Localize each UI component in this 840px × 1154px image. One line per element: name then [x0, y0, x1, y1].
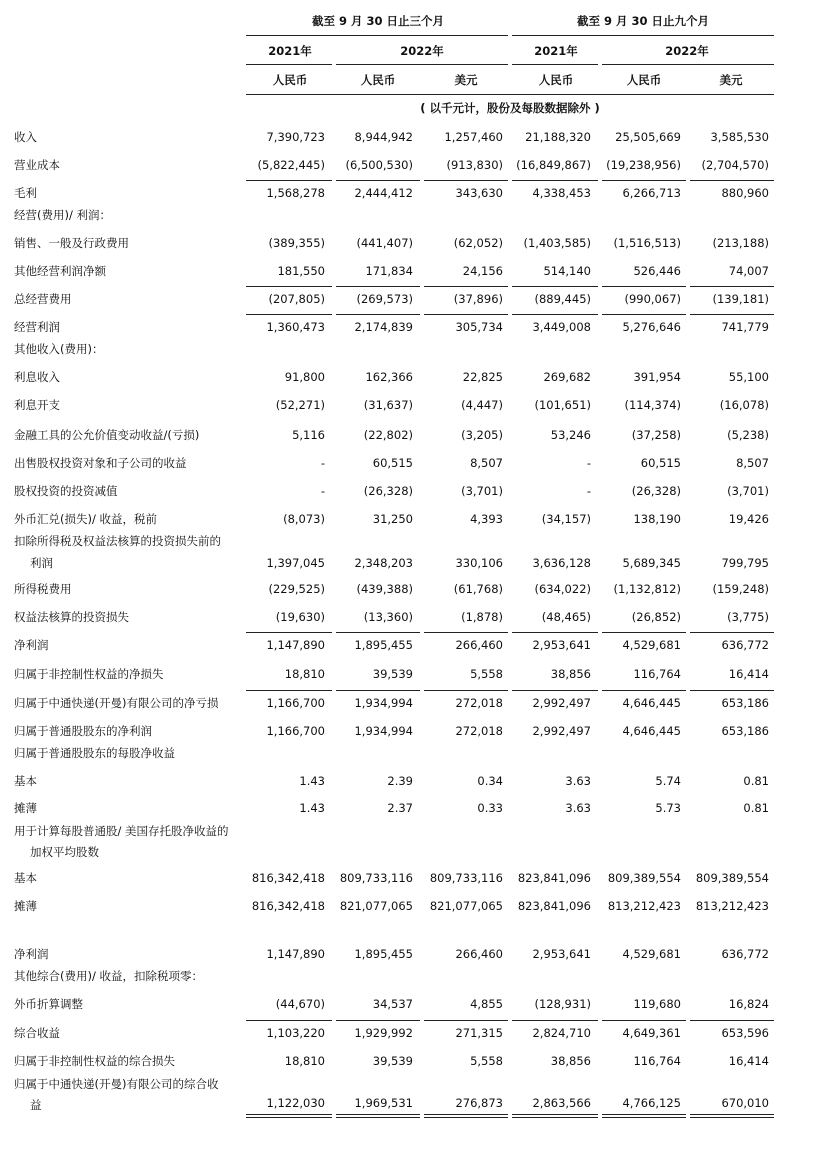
rule-line [690, 180, 774, 181]
cell-usd-2022-q3: (3,701) [461, 484, 503, 498]
cell-usd-2022-q3: (3,205) [461, 428, 503, 442]
cell-usd-2022-9m: 809,389,554 [695, 871, 769, 885]
cell-rmb-2021-q3: 1,103,220 [266, 1026, 325, 1040]
cell-rmb-2022-9m: 60,515 [640, 456, 681, 470]
cell-rmb-2022-q3: 1,934,994 [354, 696, 413, 710]
row-label: 净利润 [14, 947, 49, 961]
row-label: 归属于普通股股东的净利润 [14, 724, 152, 738]
cell-rmb-2021-q3: (207,805) [268, 292, 325, 306]
cell-rmb-2022-q3: (269,573) [356, 292, 413, 306]
row-label: 销售、一般及行政费用 [14, 236, 129, 250]
cell-usd-2022-9m: 3,585,530 [710, 130, 769, 144]
row-label: 权益法核算的投资损失 [14, 610, 129, 624]
cell-rmb-2021-q3: 18,810 [284, 667, 325, 681]
cell-rmb-2021-q3: 1,360,473 [266, 320, 325, 334]
cell-usd-2022-9m: (3,775) [727, 610, 769, 624]
rule-line [512, 1020, 598, 1021]
cell-rmb-2021-9m: 3.63 [565, 801, 591, 815]
cell-rmb-2021-9m: 2,824,710 [532, 1026, 591, 1040]
rule-line [246, 1117, 332, 1118]
cell-rmb-2021-9m: - [586, 456, 591, 470]
rule-line [424, 1020, 508, 1021]
row-label: 利息开支 [14, 398, 60, 412]
rule-line [336, 1117, 420, 1118]
cell-rmb-2022-9m: 138,190 [633, 512, 681, 526]
rule-line [690, 632, 774, 633]
cell-rmb-2022-9m: 4,766,125 [622, 1096, 681, 1110]
cell-rmb-2022-9m: 4,529,681 [622, 638, 681, 652]
row-label: 归属于非控制性权益的净损失 [14, 667, 164, 681]
cell-usd-2022-q3: 1,257,460 [444, 130, 503, 144]
rule-line [690, 690, 774, 691]
cell-rmb-2021-9m: 823,841,096 [517, 871, 591, 885]
cell-usd-2022-9m: 55,100 [728, 370, 769, 384]
cell-rmb-2022-9m: 4,646,445 [622, 724, 681, 738]
cell-usd-2022-9m: (213,188) [712, 236, 769, 250]
row-label: 经营利润 [14, 320, 60, 334]
row-label: 归属于普通股股东的每股净收益 [14, 746, 175, 760]
cell-usd-2022-q3: 266,460 [455, 638, 503, 652]
cell-usd-2022-q3: (61,768) [453, 582, 503, 596]
cell-rmb-2021-q3: 1,166,700 [266, 696, 325, 710]
cell-rmb-2022-q3: 162,366 [365, 370, 413, 384]
rule-line [512, 1114, 598, 1115]
cell-rmb-2022-q3: 2,444,412 [354, 186, 413, 200]
cell-rmb-2022-9m: 5,276,646 [622, 320, 681, 334]
cell-rmb-2021-q3: (389,355) [268, 236, 325, 250]
cell-usd-2022-9m: (5,238) [727, 428, 769, 442]
cell-rmb-2021-9m: 514,140 [543, 264, 591, 278]
cell-usd-2022-q3: (4,447) [461, 398, 503, 412]
cell-rmb-2022-q3: 1,969,531 [354, 1096, 413, 1110]
cell-usd-2022-q3: 24,156 [462, 264, 503, 278]
cell-rmb-2021-9m: - [586, 484, 591, 498]
rule-line [512, 690, 598, 691]
cell-rmb-2021-q3: (8,073) [283, 512, 325, 526]
cell-rmb-2022-q3: 1,895,455 [354, 947, 413, 961]
row-label: 营业成本 [14, 158, 60, 172]
cell-rmb-2021-q3: - [320, 456, 325, 470]
cell-usd-2022-9m: 799,795 [721, 556, 769, 570]
cell-rmb-2022-9m: 813,212,423 [607, 899, 681, 913]
cell-rmb-2022-9m: 809,389,554 [607, 871, 681, 885]
row-label: 其他收入(费用)： [14, 342, 104, 356]
cell-usd-2022-9m: 653,186 [721, 696, 769, 710]
cell-rmb-2021-9m: 38,856 [550, 1054, 591, 1068]
cell-rmb-2021-9m: (34,157) [541, 512, 591, 526]
row-label-continuation: 加权平均股数 [30, 845, 99, 859]
cell-rmb-2021-q3: 181,550 [277, 264, 325, 278]
cell-rmb-2021-9m: (101,651) [534, 398, 591, 412]
header-year-2021-q: 2021年 [268, 44, 312, 58]
row-label: 扣除所得税及权益法核算的投资损失前的 [14, 534, 221, 548]
row-label: 归属于非控制性权益的综合损失 [14, 1054, 175, 1068]
cell-usd-2022-q3: 330,106 [455, 556, 503, 570]
header-currency-rmb: 人民币 [360, 73, 396, 87]
cell-rmb-2022-q3: 2.37 [387, 801, 413, 815]
cell-rmb-2022-9m: (26,328) [631, 484, 681, 498]
cell-rmb-2022-q3: (22,802) [363, 428, 413, 442]
cell-rmb-2021-9m: 53,246 [550, 428, 591, 442]
cell-rmb-2022-q3: (6,500,530) [345, 158, 413, 172]
rule-line [690, 314, 774, 315]
rule-line [690, 1020, 774, 1021]
cell-rmb-2022-q3: 2.39 [387, 774, 413, 788]
row-label: 外币汇兑(损失)/ 收益，税前 [14, 512, 158, 526]
cell-usd-2022-9m: (3,701) [727, 484, 769, 498]
cell-rmb-2021-9m: (634,022) [534, 582, 591, 596]
cell-usd-2022-9m: 670,010 [721, 1096, 769, 1110]
cell-rmb-2022-q3: 809,733,116 [339, 871, 413, 885]
row-label: 摊薄 [14, 899, 37, 913]
rule-line [512, 286, 598, 287]
cell-rmb-2022-9m: (19,238,956) [606, 158, 681, 172]
cell-rmb-2022-q3: 39,539 [372, 1054, 413, 1068]
rule-line [424, 180, 508, 181]
cell-rmb-2022-9m: 6,266,713 [622, 186, 681, 200]
header-unit-note: ( 以千元计，股份及每股数据除外 ) [420, 101, 600, 115]
cell-usd-2022-9m: 16,824 [728, 997, 769, 1011]
cell-usd-2022-q3: 0.33 [477, 801, 503, 815]
rule-line [424, 1117, 508, 1118]
cell-rmb-2022-9m: 5.74 [655, 774, 681, 788]
rule-line [336, 1114, 420, 1115]
row-label: 总经营费用 [14, 292, 72, 306]
cell-usd-2022-q3: (913,830) [446, 158, 503, 172]
row-label: 股权投资的投资减值 [14, 484, 118, 498]
cell-usd-2022-q3: (62,052) [453, 236, 503, 250]
cell-rmb-2021-q3: 7,390,723 [266, 130, 325, 144]
cell-rmb-2021-9m: 21,188,320 [525, 130, 591, 144]
cell-usd-2022-9m: (159,248) [712, 582, 769, 596]
cell-rmb-2021-9m: 269,682 [543, 370, 591, 384]
cell-rmb-2021-9m: 4,338,453 [532, 186, 591, 200]
cell-usd-2022-9m: 880,960 [721, 186, 769, 200]
cell-usd-2022-9m: 741,779 [721, 320, 769, 334]
row-label: 外币折算调整 [14, 997, 83, 1011]
cell-usd-2022-9m: 0.81 [743, 801, 769, 815]
rule-line [424, 286, 508, 287]
rule-line [246, 632, 332, 633]
cell-usd-2022-q3: 0.34 [477, 774, 503, 788]
cell-rmb-2022-q3: (13,360) [363, 610, 413, 624]
cell-usd-2022-q3: 305,734 [455, 320, 503, 334]
row-label-continuation: 益 [30, 1098, 42, 1112]
cell-rmb-2022-9m: 391,954 [633, 370, 681, 384]
cell-rmb-2021-9m: 2,863,566 [532, 1096, 591, 1110]
row-label: 基本 [14, 871, 37, 885]
header-period-three: 截至 9 月 30 日止三个月 [311, 14, 445, 28]
rule-line [602, 690, 686, 691]
cell-usd-2022-9m: 8,507 [736, 456, 769, 470]
cell-usd-2022-9m: (16,078) [719, 398, 769, 412]
cell-rmb-2022-9m: 119,680 [633, 997, 681, 1011]
cell-rmb-2022-9m: (1,516,513) [613, 236, 681, 250]
cell-rmb-2022-9m: (26,852) [631, 610, 681, 624]
cell-rmb-2022-9m: 5.73 [655, 801, 681, 815]
rule-line [512, 632, 598, 633]
cell-rmb-2021-q3: (19,630) [275, 610, 325, 624]
cell-usd-2022-9m: 16,414 [728, 667, 769, 681]
cell-rmb-2022-9m: 4,649,361 [622, 1026, 681, 1040]
cell-usd-2022-9m: 653,186 [721, 724, 769, 738]
cell-rmb-2022-9m: 5,689,345 [622, 556, 681, 570]
cell-rmb-2021-q3: 816,342,418 [251, 871, 325, 885]
rule-line [246, 180, 332, 181]
cell-usd-2022-q3: 4,855 [470, 997, 503, 1011]
cell-usd-2022-9m: (2,704,570) [701, 158, 769, 172]
cell-rmb-2022-q3: (26,328) [363, 484, 413, 498]
rule-line [424, 632, 508, 633]
cell-rmb-2022-9m: (1,132,812) [613, 582, 681, 596]
cell-usd-2022-q3: 266,460 [455, 947, 503, 961]
cell-rmb-2021-q3: (52,271) [275, 398, 325, 412]
row-label: 其他经营利润净额 [14, 264, 106, 278]
rule-line [602, 1117, 686, 1118]
rule-line [246, 314, 332, 315]
header-period-nine: 截至 9 月 30 日止九个月 [576, 14, 710, 28]
cell-usd-2022-9m: 636,772 [721, 947, 769, 961]
cell-usd-2022-9m: (139,181) [712, 292, 769, 306]
rule-line [336, 1020, 420, 1021]
cell-rmb-2022-q3: 1,895,455 [354, 638, 413, 652]
header-currency-usd: 美元 [719, 73, 743, 87]
header-currency-rmb: 人民币 [626, 73, 662, 87]
cell-rmb-2021-9m: 2,953,641 [532, 638, 591, 652]
cell-rmb-2022-9m: 25,505,669 [615, 130, 681, 144]
cell-rmb-2021-9m: (16,849,867) [516, 158, 591, 172]
cell-usd-2022-q3: 4,393 [470, 512, 503, 526]
cell-usd-2022-9m: 653,596 [721, 1026, 769, 1040]
cell-usd-2022-9m: 19,426 [728, 512, 769, 526]
cell-usd-2022-q3: 343,630 [455, 186, 503, 200]
row-label: 归属于中通快递(开曼)有限公司的净亏损 [14, 696, 219, 710]
cell-rmb-2022-9m: 116,764 [633, 667, 681, 681]
rule-line [336, 314, 420, 315]
row-label: 利息收入 [14, 370, 60, 384]
rule-line [246, 1114, 332, 1115]
rule-line [690, 1114, 774, 1115]
cell-rmb-2021-9m: (48,465) [541, 610, 591, 624]
cell-usd-2022-q3: (1,878) [461, 610, 503, 624]
cell-usd-2022-q3: 271,315 [455, 1026, 503, 1040]
cell-rmb-2022-q3: 31,250 [372, 512, 413, 526]
cell-rmb-2021-q3: 1,166,700 [266, 724, 325, 738]
cell-rmb-2022-q3: 1,929,992 [354, 1026, 413, 1040]
rule-line [512, 1117, 598, 1118]
cell-rmb-2021-9m: (889,445) [534, 292, 591, 306]
row-label: 金融工具的公允价值变动收益/(亏损) [14, 428, 200, 442]
rule-line [512, 180, 598, 181]
header-year-2022-n: 2022年 [665, 44, 709, 58]
cell-rmb-2021-q3: 5,116 [292, 428, 325, 442]
row-label: 经营(费用)/ 利润： [14, 208, 112, 222]
cell-rmb-2021-9m: 38,856 [550, 667, 591, 681]
rule-line [424, 314, 508, 315]
cell-rmb-2022-q3: 60,515 [372, 456, 413, 470]
rule-line [690, 1117, 774, 1118]
cell-usd-2022-9m: 636,772 [721, 638, 769, 652]
cell-rmb-2022-q3: 821,077,065 [339, 899, 413, 913]
cell-rmb-2021-q3: 18,810 [284, 1054, 325, 1068]
rule-line [246, 1020, 332, 1021]
cell-rmb-2021-9m: 2,953,641 [532, 947, 591, 961]
cell-rmb-2022-9m: 4,646,445 [622, 696, 681, 710]
rule-line [336, 632, 420, 633]
rule-line [602, 1114, 686, 1115]
cell-usd-2022-q3: 22,825 [462, 370, 503, 384]
cell-rmb-2022-9m: (990,067) [624, 292, 681, 306]
cell-rmb-2021-9m: 3,636,128 [532, 556, 591, 570]
cell-rmb-2022-9m: 116,764 [633, 1054, 681, 1068]
row-label: 净利润 [14, 638, 49, 652]
cell-rmb-2021-9m: 2,992,497 [532, 696, 591, 710]
header-currency-usd: 美元 [454, 73, 478, 87]
rule-line [246, 286, 332, 287]
cell-rmb-2022-q3: (31,637) [363, 398, 413, 412]
cell-rmb-2021-9m: (1,403,585) [523, 236, 591, 250]
cell-rmb-2021-9m: 3,449,008 [532, 320, 591, 334]
cell-rmb-2021-q3: 1,147,890 [266, 947, 325, 961]
cell-rmb-2021-q3: 1.43 [299, 801, 325, 815]
cell-rmb-2022-9m: (37,258) [631, 428, 681, 442]
row-label: 用于计算每股普通股/ 美国存托股净收益的 [14, 824, 229, 838]
cell-rmb-2022-q3: 171,834 [365, 264, 413, 278]
cell-usd-2022-q3: 809,733,116 [429, 871, 503, 885]
row-label: 出售股权投资对象和子公司的收益 [14, 456, 187, 470]
row-label-continuation: 利润 [30, 556, 53, 570]
row-label: 毛利 [14, 186, 37, 200]
cell-rmb-2022-q3: 2,174,839 [354, 320, 413, 334]
header-currency-rmb: 人民币 [538, 73, 574, 87]
cell-rmb-2021-q3: 1,568,278 [266, 186, 325, 200]
row-label: 基本 [14, 774, 37, 788]
header-currency-rmb: 人民币 [272, 73, 308, 87]
cell-usd-2022-q3: 821,077,065 [429, 899, 503, 913]
cell-rmb-2021-9m: (128,931) [534, 997, 591, 1011]
cell-rmb-2021-q3: 1,122,030 [266, 1096, 325, 1110]
cell-rmb-2021-9m: 823,841,096 [517, 899, 591, 913]
rule-line [602, 286, 686, 287]
rule-line [336, 690, 420, 691]
rule-line [512, 314, 598, 315]
cell-rmb-2021-q3: (229,525) [268, 582, 325, 596]
cell-rmb-2021-q3: (5,822,445) [257, 158, 325, 172]
cell-usd-2022-9m: 74,007 [728, 264, 769, 278]
header-year-2021-n: 2021年 [534, 44, 578, 58]
cell-usd-2022-q3: 272,018 [455, 696, 503, 710]
rule-line [602, 180, 686, 181]
cell-rmb-2022-q3: 1,934,994 [354, 724, 413, 738]
cell-rmb-2022-9m: 4,529,681 [622, 947, 681, 961]
cell-usd-2022-q3: (37,896) [453, 292, 503, 306]
row-label: 综合收益 [14, 1026, 60, 1040]
header-year-2022-q: 2022年 [400, 44, 444, 58]
cell-rmb-2021-q3: - [320, 484, 325, 498]
cell-usd-2022-q3: 5,558 [470, 667, 503, 681]
cell-usd-2022-9m: 16,414 [728, 1054, 769, 1068]
rule-line [336, 180, 420, 181]
rule-line [424, 1114, 508, 1115]
cell-rmb-2021-q3: (44,670) [275, 997, 325, 1011]
row-label: 所得税费用 [14, 582, 72, 596]
cell-rmb-2021-q3: 91,800 [284, 370, 325, 384]
rule-line [336, 286, 420, 287]
cell-rmb-2022-q3: 34,537 [372, 997, 413, 1011]
rule-line [602, 314, 686, 315]
cell-rmb-2022-9m: 526,446 [633, 264, 681, 278]
cell-rmb-2022-q3: (441,407) [356, 236, 413, 250]
row-label: 收入 [14, 130, 37, 144]
cell-rmb-2021-q3: 1,397,045 [266, 556, 325, 570]
cell-rmb-2021-9m: 3.63 [565, 774, 591, 788]
cell-usd-2022-q3: 5,558 [470, 1054, 503, 1068]
cell-rmb-2022-q3: 39,539 [372, 667, 413, 681]
cell-usd-2022-q3: 272,018 [455, 724, 503, 738]
rule-line [690, 286, 774, 287]
cell-rmb-2021-9m: 2,992,497 [532, 724, 591, 738]
cell-usd-2022-q3: 276,873 [455, 1096, 503, 1110]
cell-rmb-2021-q3: 816,342,418 [251, 899, 325, 913]
cell-rmb-2022-9m: (114,374) [624, 398, 681, 412]
row-label: 归属于中通快递(开曼)有限公司的综合收 [14, 1077, 219, 1091]
cell-rmb-2021-q3: 1,147,890 [266, 638, 325, 652]
cell-usd-2022-9m: 813,212,423 [695, 899, 769, 913]
cell-rmb-2022-q3: (439,388) [356, 582, 413, 596]
cell-usd-2022-9m: 0.81 [743, 774, 769, 788]
row-label: 摊薄 [14, 801, 37, 815]
rule-line [246, 690, 332, 691]
rule-line [424, 690, 508, 691]
rule-line [602, 632, 686, 633]
cell-rmb-2022-q3: 2,348,203 [354, 556, 413, 570]
cell-rmb-2021-q3: 1.43 [299, 774, 325, 788]
cell-usd-2022-q3: 8,507 [470, 456, 503, 470]
rule-line [602, 1020, 686, 1021]
row-label: 其他综合(费用)/ 收益，扣除税项零： [14, 969, 204, 983]
cell-rmb-2022-q3: 8,944,942 [354, 130, 413, 144]
